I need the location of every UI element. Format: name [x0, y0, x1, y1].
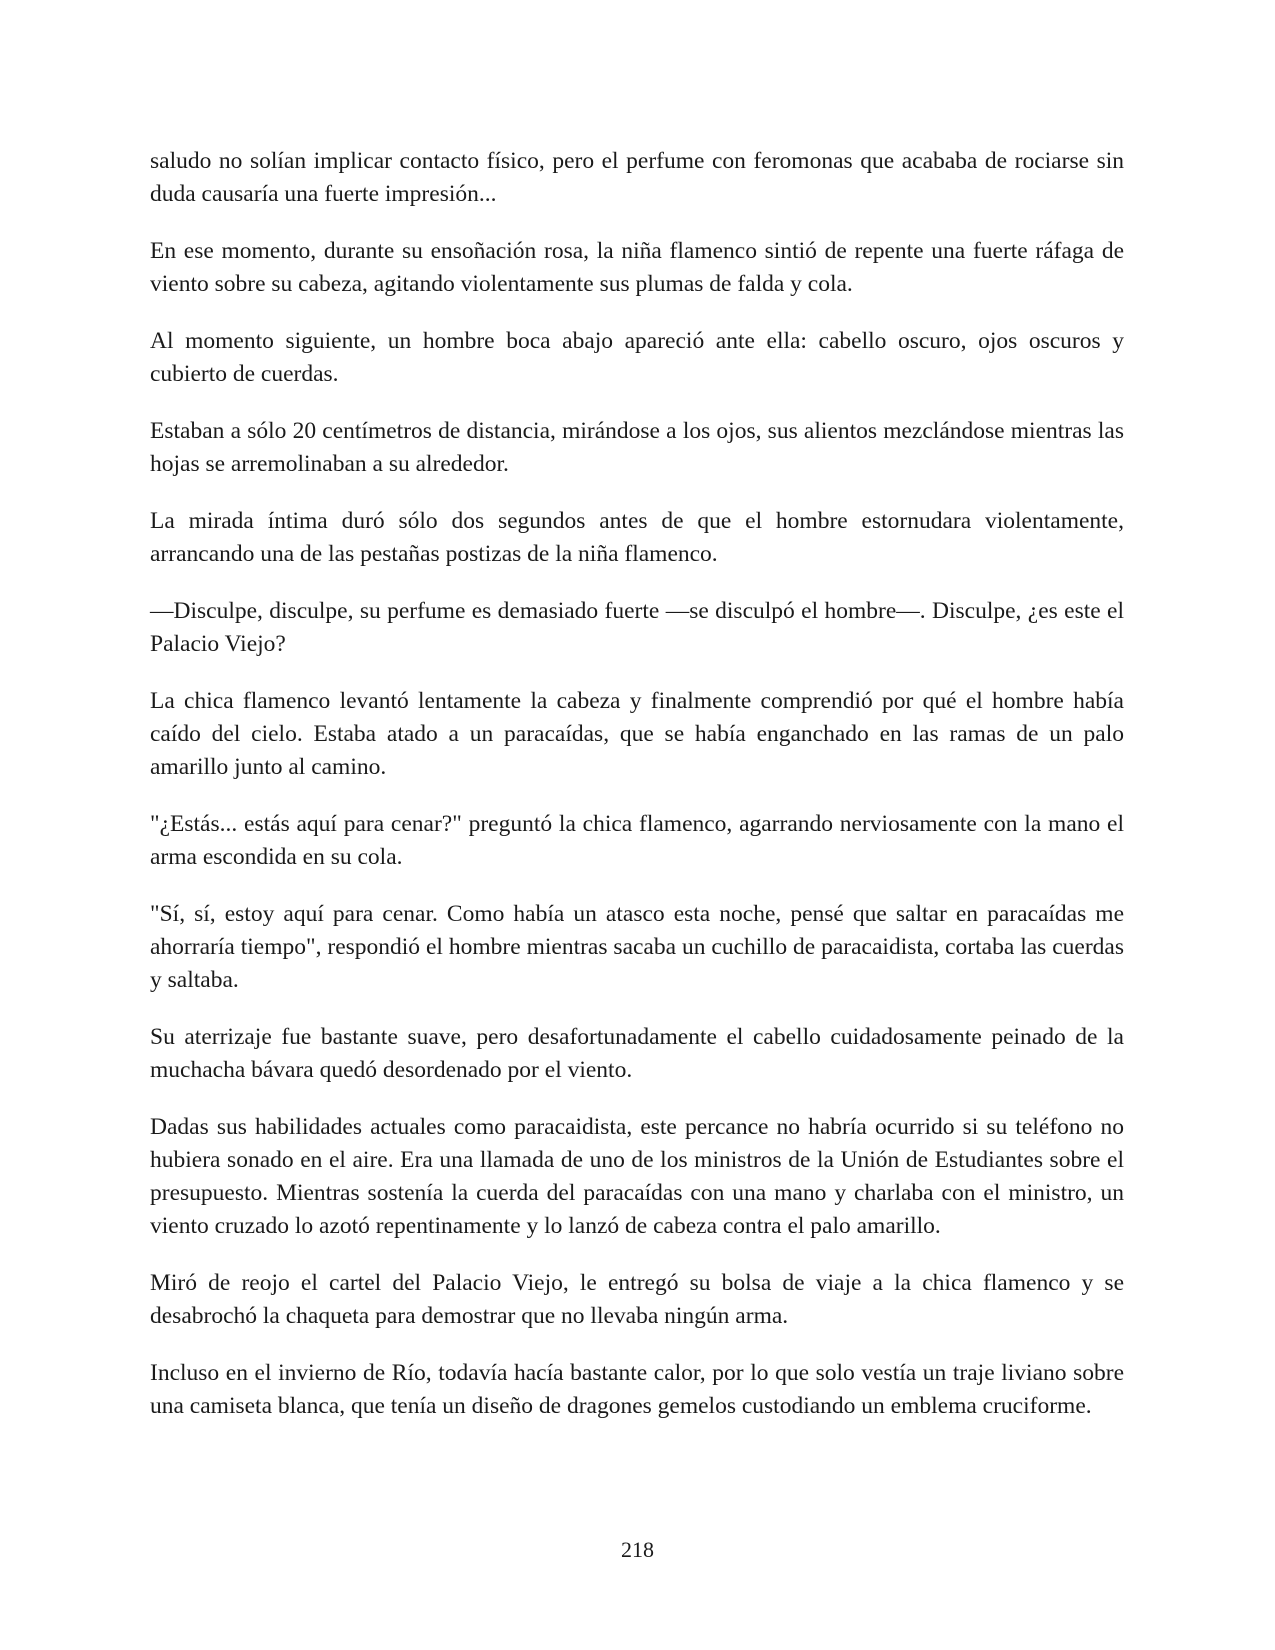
paragraph: En ese momento, durante su ensoñación rosa, la niña flamenco sintió de repente una fuerte ráfaga de viento sobre su cabeza, agitando violentamente sus plumas de falda y cola.	[150, 238, 1124, 297]
paragraph: La chica flamenco levantó lentamente la cabeza y finalmente comprendió por qué el hombre había caído del cielo. Estaba atado a un paracaídas, que se había enganchado en las ramas de un palo amarillo junto al camino.	[150, 688, 1124, 780]
paragraph: saludo no solían implicar contacto físico, pero el perfume con feromonas que acababa de rociarse sin duda causaría una fuerte impresión...	[150, 148, 1124, 207]
paragraph: "Sí, sí, estoy aquí para cenar. Como había un atasco esta noche, pensé que saltar en paracaídas me ahorraría tiempo", respondió el hombre mientras sacaba un cuchillo de paracaidista, cortaba las cuerdas y saltaba.	[150, 901, 1124, 993]
body-text	[150, 145, 1124, 1447]
paragraph: Incluso en el invierno de Río, todavía hacía bastante calor, por lo que solo vestía un traje liviano sobre una camiseta blanca, que tenía un diseño de dragones gemelos custodiando un emblema cruciforme.	[150, 1360, 1124, 1419]
paragraph: Estaban a sólo 20 centímetros de distancia, mirándose a los ojos, sus alientos mezclándose mientras las hojas se arremolinaban a su alrededor.	[150, 418, 1124, 477]
page-number: 218	[621, 1537, 654, 1562]
paragraph: "¿Estás... estás aquí para cenar?" preguntó la chica flamenco, agarrando nerviosamente con la mano el arma escondida en su cola.	[150, 811, 1124, 870]
paragraph: Miró de reojo el cartel del Palacio Viejo, le entregó su bolsa de viaje a la chica flamenco y se desabrochó la chaqueta para demostrar que no llevaba ningún arma.	[150, 1270, 1124, 1329]
paragraph: La mirada íntima duró sólo dos segundos antes de que el hombre estornudara violentamente, arrancando una de las pestañas postizas de la niña flamenco.	[150, 508, 1124, 567]
paragraph: Su aterrizaje fue bastante suave, pero desafortunadamente el cabello cuidadosamente peinado de la muchacha bávara quedó desordenado por el viento.	[150, 1024, 1124, 1083]
paragraph: —Disculpe, disculpe, su perfume es demasiado fuerte —se disculpó el hombre—. Disculpe, ¿es este el Palacio Viejo?	[150, 598, 1124, 657]
paragraph: Dadas sus habilidades actuales como paracaidista, este percance no habría ocurrido si su teléfono no hubiera sonado en el aire. Era una llamada de uno de los ministros de la Unión de Estudiantes sobre el presupuesto. Mientras sostenía la cuerda del paracaídas con una mano y charlaba con el ministro, un viento cruzado lo azotó repentinamente y lo lanzó de cabeza contra el palo amarillo.	[150, 1114, 1124, 1239]
paragraph: Al momento siguiente, un hombre boca abajo apareció ante ella: cabello oscuro, ojos oscuros y cubierto de cuerdas.	[150, 328, 1124, 387]
